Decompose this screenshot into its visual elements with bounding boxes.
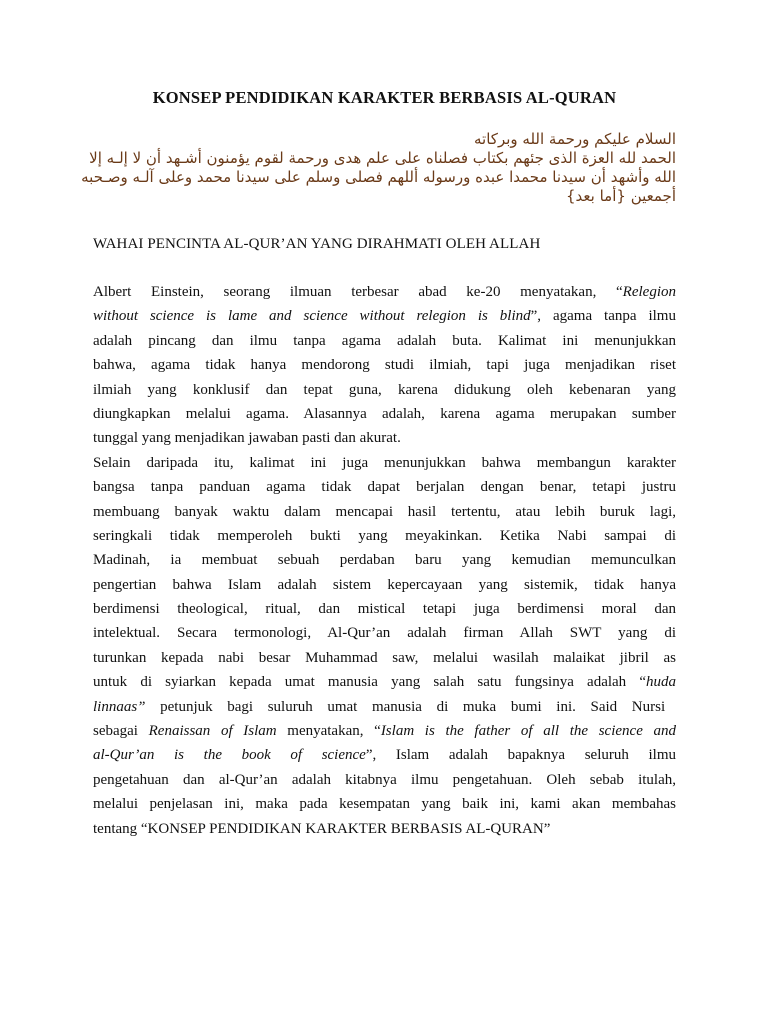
text-span: sebagai — [93, 723, 149, 740]
italic-quote: without science is lame and science without relegion is blind — [93, 308, 531, 325]
text-line: pengertian bahwa Islam adalah sistem kepercayaan yang sistemik, tidak hanya — [93, 576, 676, 593]
body-text — [93, 280, 676, 841]
arabic-line: الله وأشهد أن سيدنا محمدا عبده ورسوله أللهم فصلى وسلم على سيدنا محمد وعلى آلـه وصـحبه — [81, 168, 676, 186]
section-heading: WAHAI PENCINTA AL-QUR’AN YANG DIRAHMATI OLEH ALLAH — [93, 236, 541, 252]
text-line: melalui penjelasan ini, maka pada kesempatan yang baik ini, kami akan membahas — [93, 796, 676, 813]
text-line: diungkapkan melalui agama. Alasannya adalah, karena agama merupakan sumber — [93, 405, 676, 422]
text-line: ilmiah yang konklusif dan tepat guna, karena didukung oleh kebenaran yang — [93, 381, 676, 398]
italic-phrase: Renaissan of Islam — [148, 723, 277, 740]
text-span: petunjuk bagi suluruh umat manusia di muka bumi ini. Said Nursi — [145, 698, 666, 715]
text-span: untuk di syiarkan kepada umat manusia yang salah satu fungsinya adalah “ — [93, 674, 646, 691]
text-line: bahwa, agama tidak hanya mendorong studi ilmiah, tapi juga menjadikan riset — [93, 357, 676, 374]
text-line: berdimensi theological, ritual, dan mistical tetapi juga berdimensi moral dan — [93, 601, 676, 618]
text-line: pengetahuan dan al-Qur’an adalah kitabnya ilmu pengetahuan. Oleh sebab itulah, — [93, 771, 676, 788]
text-line: intelektual. Secara termonologi, Al-Qur’an adalah firman Allah SWT yang di — [93, 625, 676, 642]
document-title: KONSEP PENDIDIKAN KARAKTER BERBASIS AL-QURAN — [152, 88, 617, 107]
italic-quote: linnaas” — [93, 698, 146, 715]
text-line: tunggal yang menjadikan jawaban pasti dan akurat. — [93, 430, 401, 447]
text-span: ”, agama tanpa ilmu — [530, 308, 676, 325]
text-span: Albert Einstein, seorang ilmuan terbesar abad ke-20 menyatakan, “ — [93, 284, 623, 300]
text-line: tentang “KONSEP PENDIDIKAN KARAKTER BERBASIS AL-QURAN” — [93, 820, 551, 837]
italic-quote: huda — [646, 674, 676, 691]
text-line: Selain daripada itu, kalimat ini juga menunjukkan bahwa membangun karakter — [93, 454, 676, 471]
text-span: ”, Islam adalah bapaknya seluruh ilmu — [365, 747, 676, 764]
arabic-line: السلام عليكم ورحمة الله وبركاته — [474, 130, 676, 148]
text-line: membuang banyak waktu dalam mencapai hasil tertentu, atau lebih buruk lagi, — [93, 503, 676, 520]
italic-quote: Islam is the father of all the science and — [380, 723, 676, 740]
text-span: menyatakan, “ — [276, 723, 381, 740]
italic-quote: al-Qur’an is the book of science — [93, 747, 366, 764]
text-line: Madinah, ia membuat sebuah perdaban baru yang kemudian memunculkan — [93, 552, 676, 569]
arabic-line: أجمعين {أما بعد} — [566, 187, 676, 205]
arabic-greeting — [81, 130, 676, 206]
italic-quote: Relegion — [622, 284, 676, 300]
text-line: turunkan kepada nabi besar Muhammad saw, melalui wasilah malaikat jibril as — [93, 649, 676, 666]
text-line: adalah pincang dan ilmu tanpa agama adalah buta. Kalimat ini menunjukkan — [93, 332, 676, 349]
text-line: bangsa tanpa panduan agama tidak dapat berjalan dengan benar, tetapi justru — [93, 479, 676, 496]
text-line: seringkali tidak memperoleh bukti yang meyakinkan. Ketika Nabi sampai di — [93, 527, 676, 544]
arabic-line: الحمد لله العزة الذى جئهم بكتاب فصلناه على علم هدى ورحمة لقوم يؤمنون أشـهد أن لا إلـه إلا — [89, 149, 676, 167]
